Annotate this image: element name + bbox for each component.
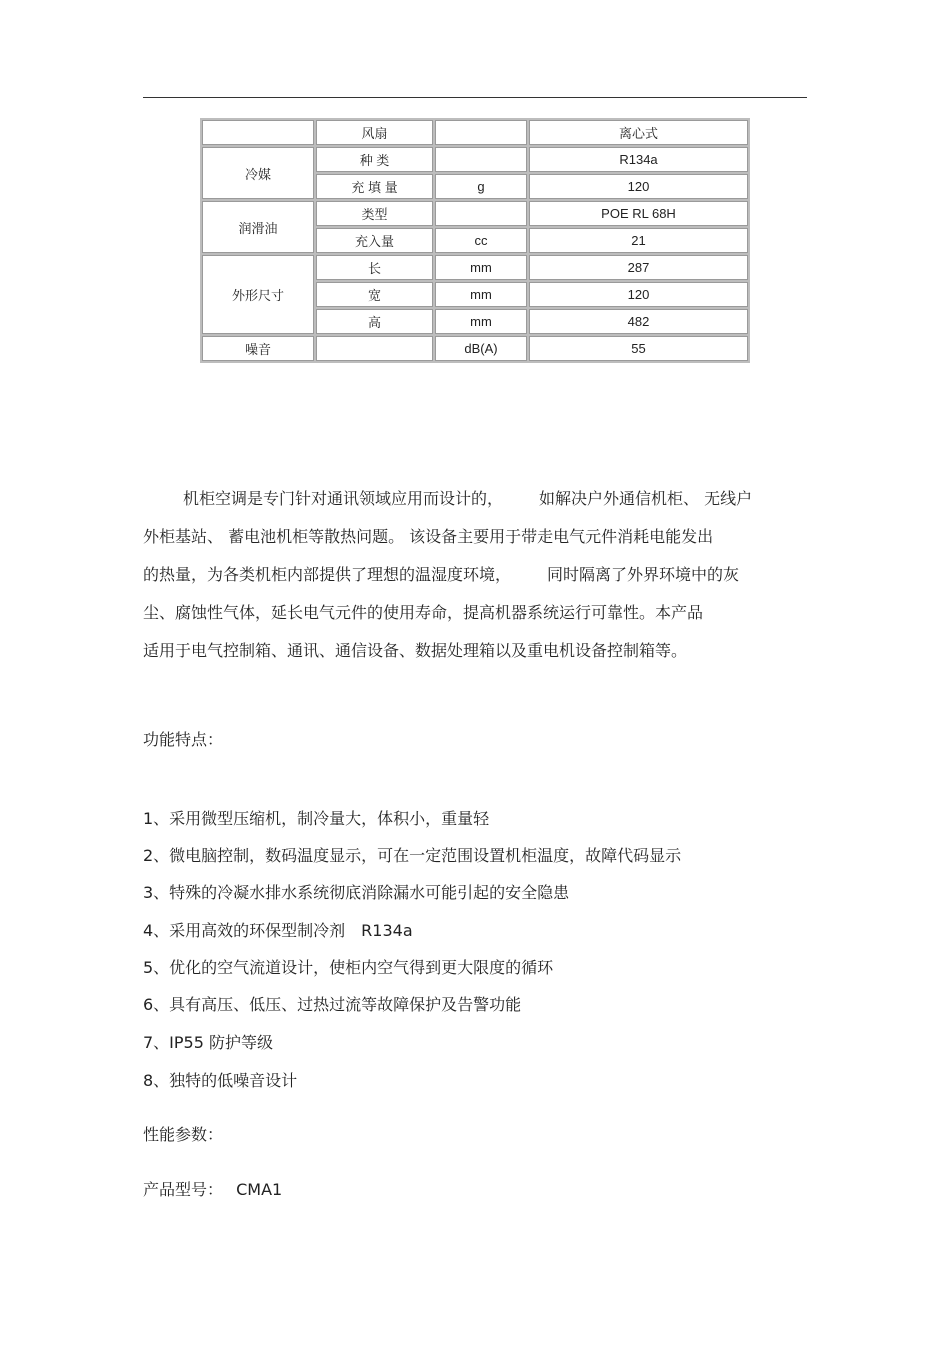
fan-unit [435,120,527,145]
feature-item: 7、IP55 防护等级 [143,1033,273,1052]
table-row [202,201,748,226]
performance-heading: 性能参数： [143,1125,224,1144]
feature-item: 2、微电脑控制，数码温度显示，可在一定范围设置机柜温度，故障代码显示 [143,846,682,865]
refrigerant-charge-unit: g [435,174,527,199]
top-rule [143,97,807,98]
feature-item: 1、采用微型压缩机，制冷量大，体积小，重量轻 [143,809,490,828]
feature-item: 8、独特的低噪音设计 [143,1071,298,1090]
height-label: 高 [316,309,433,334]
table-row [202,255,748,280]
intro-line: 外柜基站、 蓄电池机柜等散热问题。 该设备主要用于带走电气元件消耗电能发出 [143,527,714,546]
fan-value: 离心式 [529,120,748,145]
table-row [202,147,748,172]
intro-line: 的热量，为各类机柜内部提供了理想的温湿度环境， 同时隔离了外界环境中的灰 [143,565,740,584]
intro-paragraph [143,480,808,670]
length-label: 长 [316,255,433,280]
noise-unit: dB(A) [435,336,527,361]
height-value: 482 [529,309,748,334]
refrigerant-charge-label: 充 填 量 [316,174,433,199]
feature-item: 4、采用高效的环保型制冷剂 R134a [143,921,413,940]
length-value: 287 [529,255,748,280]
feature-item: 5、优化的空气流道设计，使柜内空气得到更大限度的循环 [143,958,554,977]
features-heading: 功能特点： [143,730,224,749]
intro-line: 适用于电气控制箱、通讯、通信设备、数据处理箱以及重电机设备控制箱等。 [143,641,688,660]
table-row [202,336,748,361]
height-unit: mm [435,309,527,334]
oil-charge-value: 21 [529,228,748,253]
width-unit: mm [435,282,527,307]
oil-charge-label: 充入量 [316,228,433,253]
intro-line: 机柜空调是专门针对通讯领域应用而设计的， 如解决户外通信机柜、 无线户 [183,489,753,508]
model-line [143,1177,282,1200]
width-value: 120 [529,282,748,307]
oil-type-unit [435,201,527,226]
feature-item: 3、特殊的冷凝水排水系统彻底消除漏水可能引起的安全隐患 [143,883,570,902]
oil-charge-unit: cc [435,228,527,253]
refrigerant-label: 冷媒 [202,147,314,199]
intro-line: 尘、腐蚀性气体，延长电气元件的使用寿命，提高机器系统运行可靠性。本产品 [143,603,704,622]
oil-label: 润滑油 [202,201,314,253]
model-label: 产品型号： [143,1180,224,1199]
model-value: CMA1 [236,1180,283,1199]
refrigerant-type-unit [435,147,527,172]
noise-label: 噪音 [202,336,314,361]
table-row [202,120,748,145]
refrigerant-type-label: 种 类 [316,147,433,172]
oil-type-label: 类型 [316,201,433,226]
refrigerant-charge-value: 120 [529,174,748,199]
length-unit: mm [435,255,527,280]
width-label: 宽 [316,282,433,307]
feature-item: 6、具有高压、低压、过热过流等故障保护及告警功能 [143,995,522,1014]
oil-type-value: POE RL 68H [529,201,748,226]
dimensions-label: 外形尺寸 [202,255,314,334]
refrigerant-type-value: R134a [529,147,748,172]
fan-label: 风扇 [316,120,433,145]
noise-value: 55 [529,336,748,361]
spec-table [200,118,750,363]
